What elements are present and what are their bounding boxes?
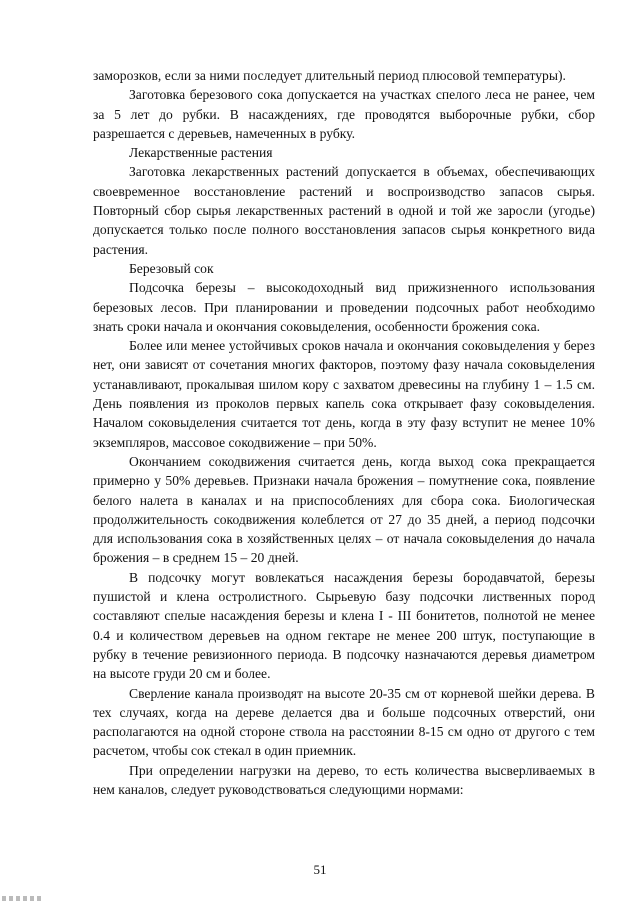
paragraph: В подсочку могут вовлекаться насаждения березы бородавчатой, березы пушистой и клена остролистного. Сырьевую базу подсочки лиственных пород составляют спелые насаждения березы и клена I - III бонитетов, полнотой не менее 0.4 и количеством деревьев на одном гектаре не менее 200 штук, поступающие в рубку в течение ревизионного периода. В подсочку назначаются деревья диаметром на высоте груди 20 см и более. xyxy=(93,569,595,682)
paragraph: При определении нагрузки на дерево, то есть количества высверливаемых в нем каналов, следует руководствоваться следующими нормами: xyxy=(93,762,595,797)
page-number: 51 xyxy=(313,862,327,877)
paragraph: Сверление канала производят на высоте 20-35 см от корневой шейки дерева. В тех случаях, когда на дереве делается два и больше подсочных отверстий, они располагаются на одной стороне ствола на расстоянии 8-15 см одно от другого с тем расчетом, чтобы сок стекал в один приемник. xyxy=(93,685,595,759)
paragraph: Подсочка березы – высокодоходный вид прижизненного использования березовых лесов. При планировании и проведении подсочных работ необходимо знать сроки начала и окончания соковыделения, особенности брожения сока. xyxy=(93,280,595,334)
paragraph: Более или менее устойчивых сроков начала и окончания соковыделения у берез нет, они зависят от сочетания многих факторов, поэтому фазу начала соковыделения устанавливают, прокалывая шилом кору с захватом древесины на глубину 1 – 1.5 см. День появления из проколов первых капель сока открывает фазу соковыделения. Началом соковыделения считается тот день, когда в эту фазу вступит не менее 10% экземпляров, массовое сокодвижение – при 50%. xyxy=(93,338,595,450)
paragraph: Окончанием сокодвижения считается день, когда выход сока прекращается примерно у 50% деревьев. Признаки начала брожения – помутнение сока, появление белого налета в каналах и на приспособлениях для сбора сока. Биологическая продолжительность сокодвижения колеблется от 27 до 35 дней, а период подсочки для использования сока в хозяйственных целях – от начала соковыделения до начала брожения – в среднем 15 – 20 дней. xyxy=(93,453,595,566)
paragraph: Заготовка лекарственных растений допускается в объемах, обеспечивающих своевременное восстановление растений и воспроизводство запасов сырья. Повторный сбор сырья лекарственных растений в одной и той же заросли (угодье) допускается только после полного восстановления запасов сырья конкретного вида растения. xyxy=(93,164,595,257)
section-heading: Березовый сок xyxy=(129,260,214,276)
section-heading: Лекарственные растения xyxy=(129,145,273,161)
scan-artifact xyxy=(2,896,42,901)
document-body xyxy=(93,66,595,799)
paragraph: Заготовка березового сока допускается на участках спелого леса не ранее, чем за 5 лет до рубки. В насаждениях, где проводятся выборочные рубки, сбор разрешается с деревьев, намеченных в рубку. xyxy=(93,87,595,141)
paragraph: заморозков, если за ними последует длительный период плюсовой температуры). xyxy=(93,68,566,83)
